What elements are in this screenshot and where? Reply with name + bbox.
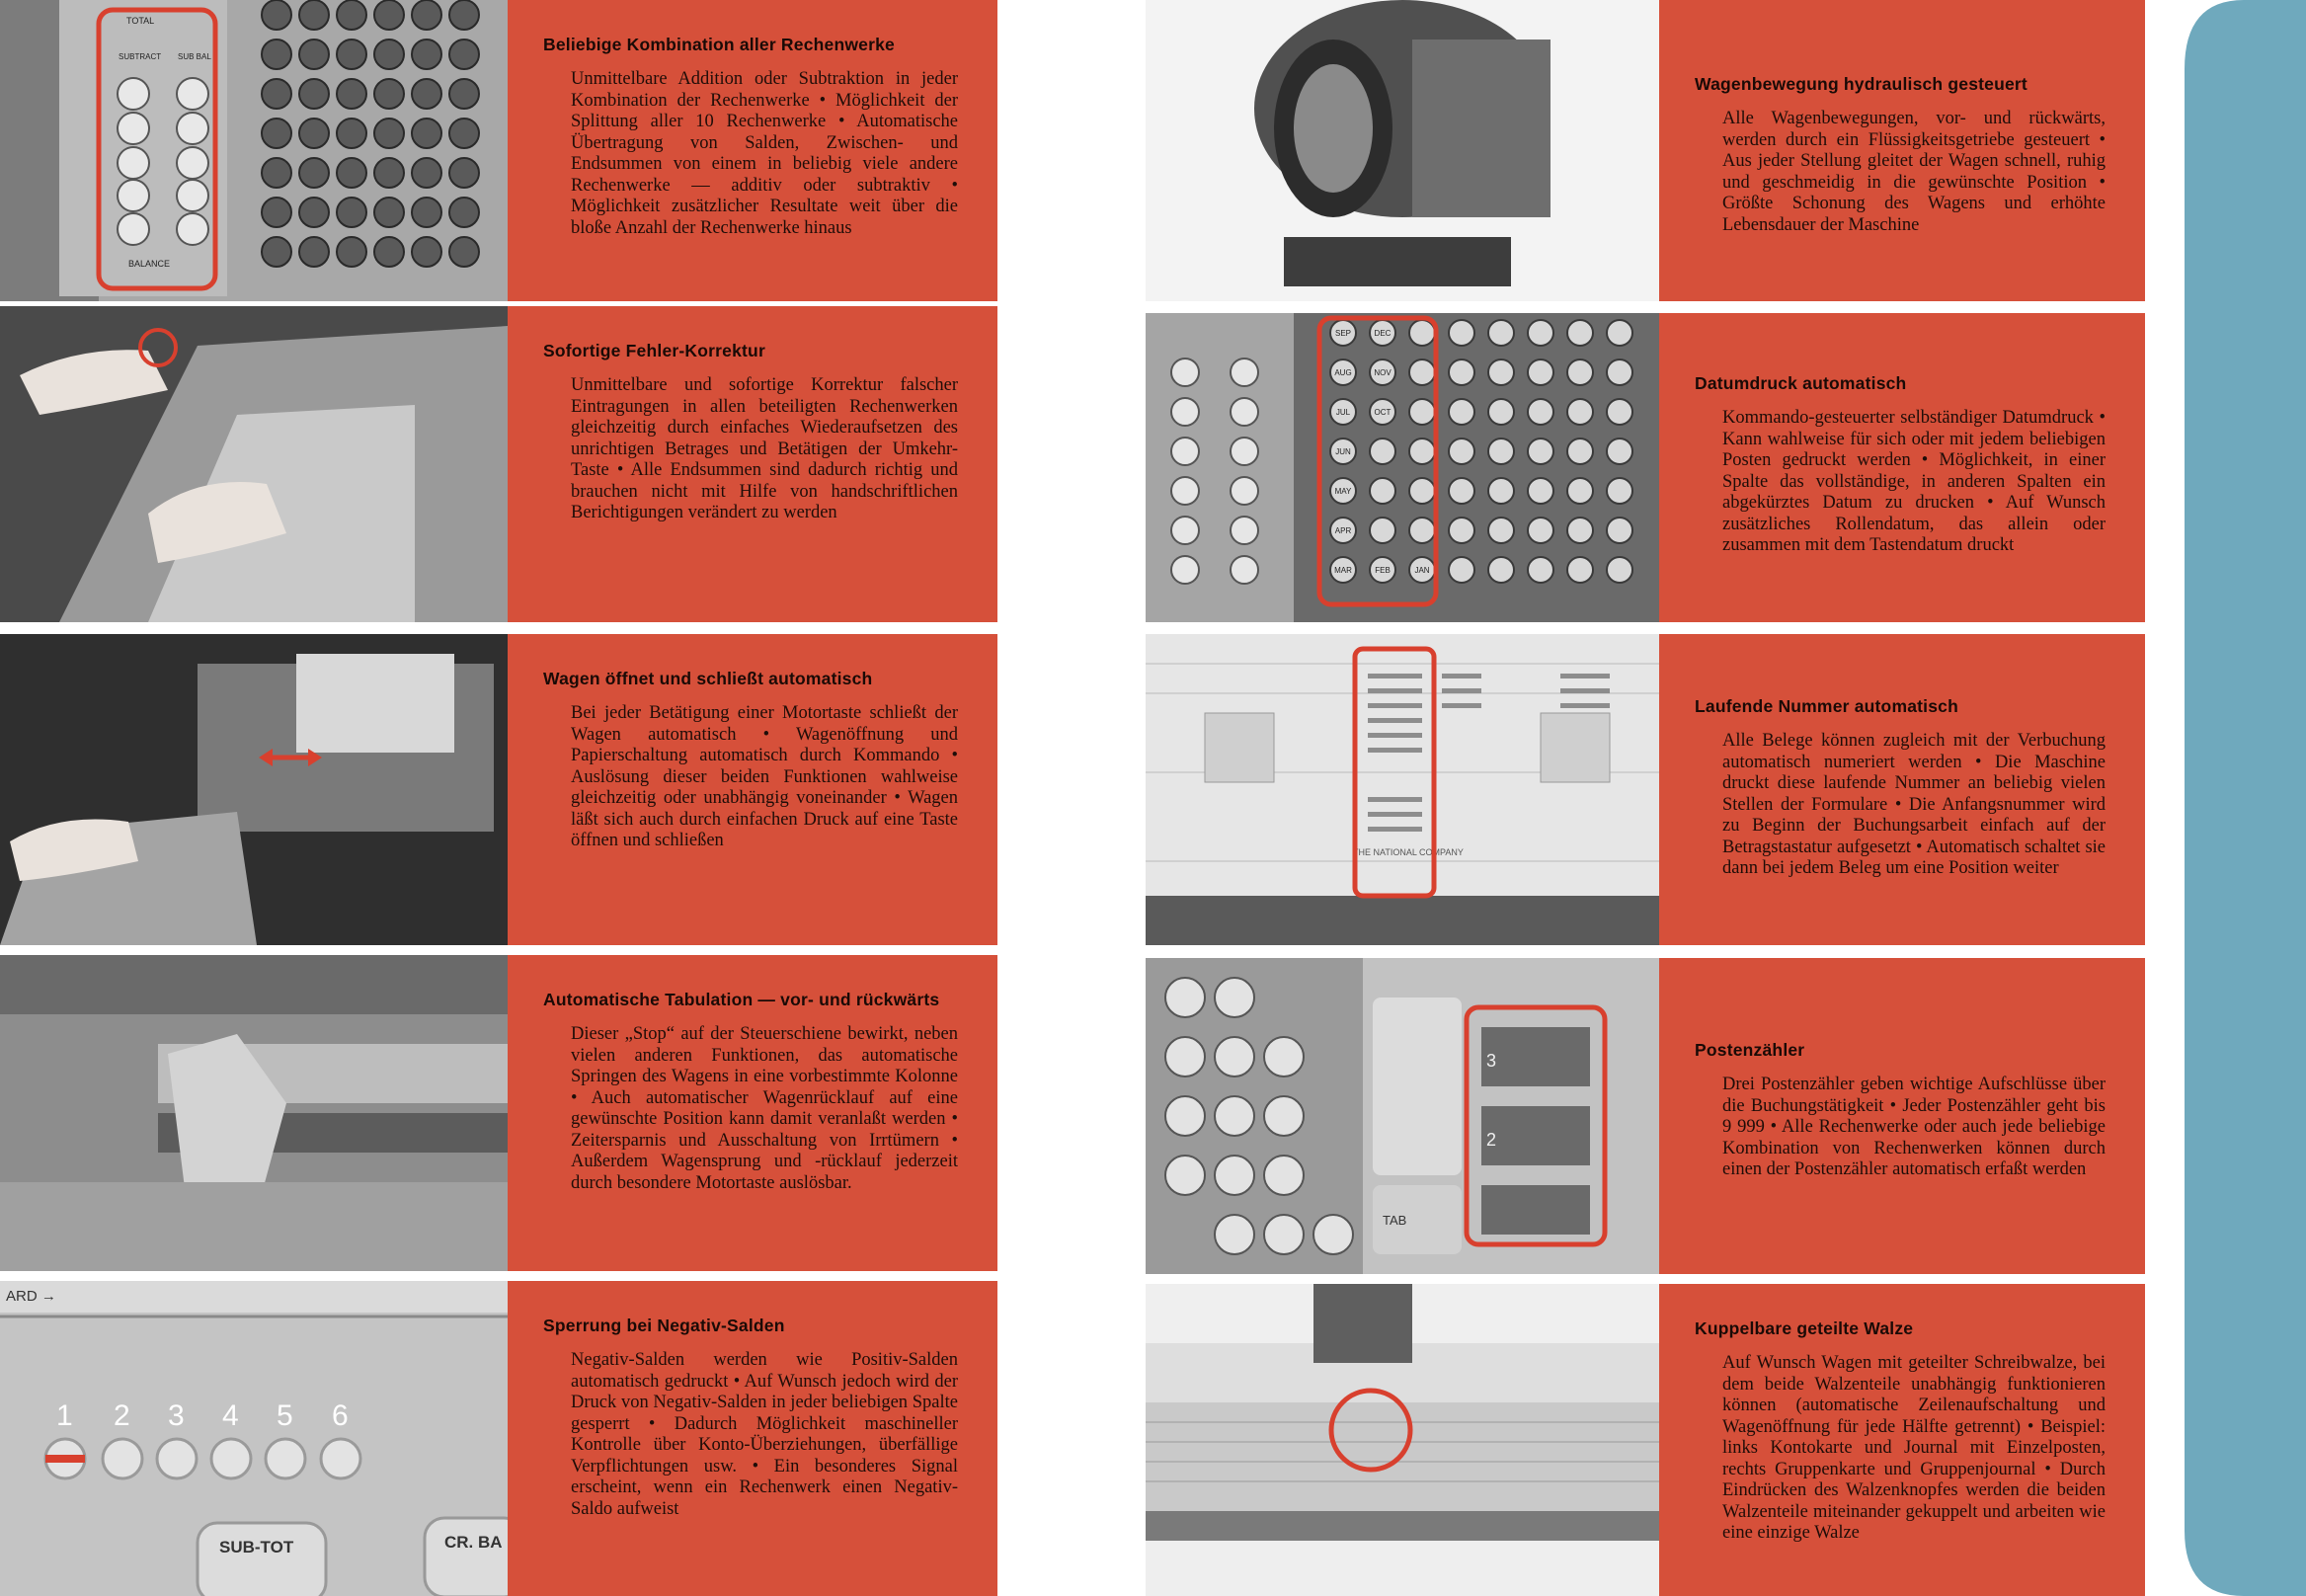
signal-number-3: 3 xyxy=(168,1399,185,1432)
date-keyboard-graphic xyxy=(1146,313,1659,622)
feature-panel-6 xyxy=(1659,0,2145,301)
feature-panel-10 xyxy=(1659,1284,2145,1596)
date-key-dec: DEC xyxy=(1374,329,1392,338)
signal-lights-graphic xyxy=(0,1281,508,1596)
signal-number-2: 2 xyxy=(114,1399,130,1432)
feature-heading: Kuppelbare geteilte Walze xyxy=(1695,1318,1914,1338)
split-platen-graphic xyxy=(1146,1284,1659,1596)
page-gutter xyxy=(997,0,1146,1596)
register-tab xyxy=(2185,0,2306,1596)
feature-panel-9 xyxy=(1659,958,2145,1274)
feature-panel-7 xyxy=(1659,313,2145,622)
date-key-apr: APR xyxy=(1334,526,1352,535)
counter-2-prefix: 2 xyxy=(1486,1130,1497,1150)
feature-text: Kommando-gesteuerter selbständiger Datumdruck • Kann wahlweise für sich oder mit jedem beliebigen Posten gedruckt werden • Möglichkeit, in einer Spalte das vollständige, in anderen Spalten ein abgekürztes Datum zu drucken • Auf Wunsch zusätzliches Rollendatum, das allein oder zusammen mit dem Tastendatum druckt xyxy=(1722,408,2106,555)
key-label-total: TOTAL xyxy=(126,16,155,26)
date-key-oct: OCT xyxy=(1374,408,1392,417)
feature-text: Dieser „Stop“ auf der Steuerschiene bewirkt, neben vielen anderen Funktionen, das automatische Springen des Wagens in eine vorbestimmte Kolonne • Auch automatischer Wagenrücklauf auf eine gewünschte Position kann damit veranlaßt werden • Zeitersparnis und Ausschaltung von Irrtümern • Außerdem Wagensprung und -rücklauf jederzeit durch besondere Motortaste auslösbar. xyxy=(571,1024,958,1193)
signal-number-6: 6 xyxy=(332,1399,349,1432)
feature-text: Auf Wunsch Wagen mit geteilter Schreibwalze, bei dem beide Walzenteile unabhängig funktionieren können (automatische Zeilenaufschaltung und Wagenöffnung für jede Hälfte getrennt) • Beispiel: links Kontokarte und Journal mit Einzelposten, rechts Gruppenkarte und Gruppenjournal • Durch Eindrücken des Walzenknopfes werden die beiden Walzenteile miteinander gekuppelt und arbeiten wie eine einzige Walze xyxy=(1722,1353,2106,1543)
feature-heading: Wagen öffnet und schließt automatisch xyxy=(543,669,873,688)
photo-carriage xyxy=(0,634,508,945)
feature-text: Alle Belege können zugleich mit der Verbuchung automatisch numeriert werden • Die Maschine druckt diese laufende Nummer an beliebig vielen Stellen der Formulare • Die Anfangsnummer wird zu Beginn der Buchungsarbeit einfach auf der Betragstastatur aufgesetzt • Automatisch schaltet sie dann bei jedem Beleg um eine Position weiter xyxy=(1722,731,2106,878)
key-label-subtract: SUBTRACT xyxy=(119,52,162,61)
photo-hydraulic xyxy=(1146,0,1659,301)
photo-split-platen xyxy=(1146,1284,1659,1596)
tab-stop-graphic xyxy=(0,955,508,1271)
feature-panel-5 xyxy=(508,1281,997,1596)
keyboard-photo-graphic xyxy=(0,0,508,301)
photo-keyboard-totals xyxy=(0,0,508,301)
feature-text: Alle Wagenbewegungen, vor- und rückwärts, werden durch ein Flüssigkeitsgetriebe gesteuert • Aus jeder Stellung gleitet der Wagen schnell, ruhig und geschmeidig in die gewünschte Position • Größte Schonung des Wagens und erhöhte Lebensdauer der Maschine xyxy=(1722,109,2106,235)
counter-3-prefix: 3 xyxy=(1486,1051,1497,1071)
date-key-jan: JAN xyxy=(1414,566,1430,575)
feature-panel-1 xyxy=(508,0,997,301)
date-key-may: MAY xyxy=(1334,487,1352,496)
signal-key-sub-tot: SUB-TOT xyxy=(219,1538,294,1556)
numbering-form-graphic xyxy=(1146,634,1659,945)
register-tab-shape xyxy=(2185,0,2306,1596)
hydraulic-unit-graphic xyxy=(1146,0,1659,301)
feature-panel-8 xyxy=(1659,634,2145,945)
carriage-graphic xyxy=(0,634,508,945)
feature-text: Negativ-Salden werden wie Positiv-Salden automatisch gedruckt • Auf Wunsch jedoch wird der Druck von Negativ-Salden in jeder beliebigen Spalte gesperrt • Dadurch Möglichkeit maschineller Kontrolle über Konto-Überziehungen, überfällige Verpflichtungen usw. • Ein besonderes Signal erscheint, wenn ein Rechenwerk einen Negativ-Saldo aufweist xyxy=(571,1350,958,1519)
feature-heading: Datumdruck automatisch xyxy=(1695,373,1907,393)
feature-text: Drei Postenzähler geben wichtige Aufschlüsse über die Buchungstätigkeit • Jeder Postenzähler geht bis 9 999 • Alle Rechenwerke oder auch jede beliebige Kombination von Rechenwerken können durch einen der Postenzähler automatisch erfaßt werden xyxy=(1722,1075,2106,1179)
tab-key-label: TAB xyxy=(1383,1213,1407,1228)
photo-numbering xyxy=(1146,634,1659,945)
photo-counters xyxy=(1146,958,1659,1274)
signal-number-4: 4 xyxy=(222,1399,239,1432)
key-label-sub-bal: SUB BAL xyxy=(178,52,211,61)
date-key-feb: FEB xyxy=(1375,566,1391,575)
feature-heading: Automatische Tabulation — vor- und rückwärts xyxy=(543,990,940,1009)
date-key-mar: MAR xyxy=(1334,566,1352,575)
feature-text: Unmittelbare und sofortige Korrektur falscher Eintragungen in allen beteiligten Rechenwerken gleichzeitig durch einfaches Wiederaufsetzen des unrichtigen Betrages und Betätigen der Umkehr-Taste • Alle Endsummen sind dadurch richtig und brauchen nicht mit Hilfe von handschriftlichen Berichtigungen verändert zu werden xyxy=(571,375,958,522)
feature-panel-2 xyxy=(508,306,997,622)
key-label-balance: BALANCE xyxy=(128,259,171,269)
form-company-line: THE NATIONAL COMPANY xyxy=(1353,847,1464,857)
signal-number-1: 1 xyxy=(56,1399,73,1432)
feature-panel-4 xyxy=(508,955,997,1271)
date-key-jun: JUN xyxy=(1335,447,1351,456)
date-key-jul: JUL xyxy=(1335,408,1351,417)
date-key-aug: AUG xyxy=(1334,368,1352,377)
typing-hands-graphic xyxy=(0,306,508,622)
feature-heading: Postenzähler xyxy=(1695,1040,1805,1060)
feature-panel-3 xyxy=(508,634,997,945)
feature-heading: Laufende Nummer automatisch xyxy=(1695,696,1958,716)
feature-heading: Sperrung bei Negativ-Salden xyxy=(543,1316,785,1335)
counters-graphic xyxy=(1146,958,1659,1274)
photo-date-keys xyxy=(1146,313,1659,622)
photo-tab-stop xyxy=(0,955,508,1271)
date-key-nov: NOV xyxy=(1374,368,1392,377)
photo-negative-signal xyxy=(0,1281,508,1596)
feature-text: Unmittelbare Addition oder Subtraktion in jeder Kombination der Rechenwerke • Möglichkeit der Splittung aller 10 Rechenwerke • Automatische Übertragung von Salden, Zwischen- und Endsummen von einem in beliebig viele andere Rechenwerke — additiv oder subtraktiv • Möglichkeit zusätzlicher Resultate weit über die bloße Anzahl der Rechenwerke hinaus xyxy=(571,69,958,238)
date-key-sep: SEP xyxy=(1334,329,1352,338)
photo-error-correction xyxy=(0,306,508,622)
feature-heading: Wagenbewegung hydraulisch gesteuert xyxy=(1695,74,2028,94)
feature-text: Bei jeder Betätigung einer Motortaste schließt der Wagen automatisch • Wagenöffnung und Papierschaltung automatisch durch Kommando • Auslösung dieser beiden Funktionen wahlweise gleichzeitig oder unabhängig voneinander • Wagen läßt sich auch durch einfachen Druck auf eine Taste öffnen und schließen xyxy=(571,703,958,850)
feature-heading: Sofortige Fehler-Korrektur xyxy=(543,341,765,360)
signal-number-5: 5 xyxy=(277,1399,293,1432)
signal-key-cr-bal: CR. BA xyxy=(444,1533,503,1552)
strip-label: ARD → xyxy=(6,1288,56,1305)
feature-heading: Beliebige Kombination aller Rechenwerke xyxy=(543,35,895,54)
